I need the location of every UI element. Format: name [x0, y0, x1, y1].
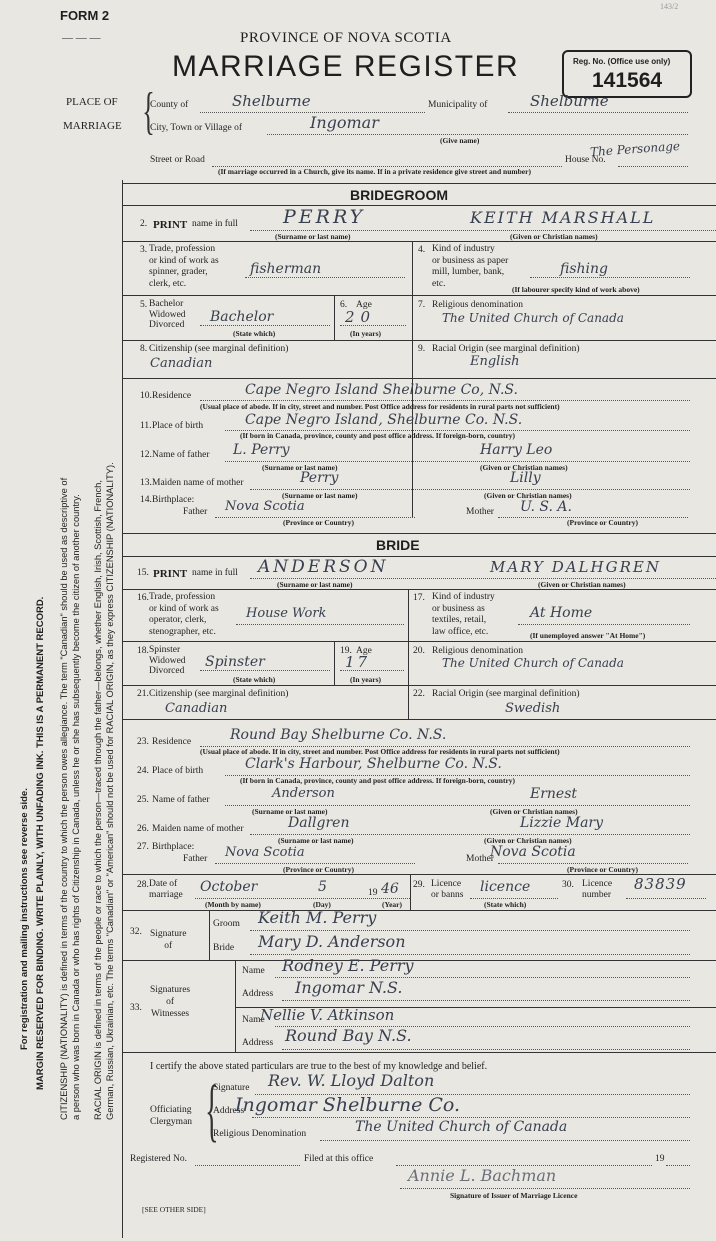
- groom-racial-origin: English: [470, 354, 520, 369]
- margin-citizenship-1: CITIZENSHIP (NATIONALITY) is defined in terms of the country to which the person owes allegiance. The term "Canadian" should be used as descriptive of: [59, 477, 69, 1120]
- groom-surname: PERRY: [283, 206, 366, 228]
- house-label: House No.: [565, 155, 606, 165]
- bride-industry: At Home: [530, 605, 593, 621]
- filed-label: Filed at this office: [304, 1154, 374, 1164]
- bride-status: Spinster: [205, 654, 265, 670]
- bride-heading: BRIDE: [376, 537, 420, 553]
- field-number: 32.: [130, 927, 142, 937]
- marriage-month: October: [200, 879, 258, 895]
- marital-status-label: Bachelor Widowed Divorced: [149, 299, 186, 330]
- bride-residence: Round Bay Shelburne Co. N.S.: [230, 727, 447, 743]
- field-number: 28.: [137, 880, 149, 890]
- residence-label: Residence: [152, 391, 192, 401]
- age-label: Age: [356, 300, 372, 310]
- licence-caption: (State which): [484, 900, 527, 909]
- age-caption: (In years): [350, 675, 382, 684]
- clergy-denomination: The United Church of Canada: [355, 1119, 568, 1135]
- county-label: County of: [150, 100, 189, 110]
- surname-caption: (Surname or last name): [282, 491, 358, 500]
- citizenship-label: Citizenship (see marginal definition): [149, 689, 289, 699]
- bride-citizenship: Canadian: [165, 701, 228, 716]
- witness-address-label: Address: [242, 989, 274, 999]
- groom-birthplace: Cape Negro Island, Shelburne Co. N.S.: [245, 412, 523, 428]
- surname-caption: (Surname or last name): [275, 232, 351, 241]
- country-caption: (Province or Country): [283, 865, 354, 874]
- see-other-side: [SEE OTHER SIDE]: [142, 1205, 206, 1214]
- mother-name-label: Maiden name of mother: [152, 478, 244, 488]
- issuer-signature: Annie L. Bachman: [408, 1166, 557, 1185]
- bride-age: 17: [345, 653, 371, 671]
- field-number: 15.: [137, 568, 149, 578]
- field-number: 18.: [137, 646, 149, 656]
- bride-sig-label: Bride: [213, 943, 235, 953]
- clergy-signature: Rev. W. Lloyd Dalton: [268, 1071, 435, 1090]
- bride-mother-given: Lizzie Mary: [520, 815, 604, 831]
- industry-caption: (If unemployed answer "At Home"): [530, 631, 646, 640]
- bride-father-surname: Anderson: [272, 786, 335, 801]
- margin-binding-notice: MARGIN RESERVED FOR BINDING. WRITE PLAINLY, WITH UNFADING INK. THIS IS A PERMANENT RECORD.: [35, 596, 46, 1090]
- bride-mother-surname: Dallgren: [288, 815, 350, 831]
- licence-number-label: Licence number: [582, 879, 613, 900]
- field-number: 10.: [140, 391, 152, 401]
- racial-origin-label: Racial Origin (see marginal definition): [432, 689, 580, 699]
- licence-or-banns-label: Licence or banns: [431, 879, 464, 900]
- bride-racial-origin: Swedish: [505, 701, 561, 716]
- country-caption: (Province or Country): [283, 518, 354, 527]
- print-label: PRINT: [153, 219, 188, 231]
- groom-residence: Cape Negro Island Shelburne Co, N.S.: [245, 382, 518, 398]
- signature-of-label: Signature of: [150, 929, 187, 951]
- groom-father-surname: L. Perry: [233, 442, 290, 458]
- birthplace-caption: (If born in Canada, province, county and post office address. If foreign-born, country): [240, 431, 516, 440]
- field-number: 7.: [418, 300, 426, 310]
- city-value: Ingomar: [310, 113, 379, 132]
- given-caption: (Given or Christian names): [510, 232, 598, 241]
- residence-caption: (Usual place of abode. If in city, street and number. Post Office address for residents in rural parts not sufficient): [200, 747, 560, 756]
- field-number: 21.: [137, 689, 149, 699]
- field-number: 14.: [140, 495, 152, 505]
- given-caption: (Given or Christian names): [490, 807, 578, 816]
- witnesses-label: Signatures of Witnesses: [150, 985, 191, 1019]
- city-label: City, Town or Village of: [150, 123, 242, 133]
- birthplace-caption: (If born in Canada, province, county and post office address. If foreign-born, country): [240, 776, 516, 785]
- bride-signature: Mary D. Anderson: [258, 932, 406, 951]
- page-title: MARRIAGE REGISTER: [172, 50, 520, 83]
- bride-religion: The United Church of Canada: [442, 656, 624, 670]
- marital-status-label: Spinster Widowed Divorced: [149, 645, 186, 676]
- print-label: PRINT: [153, 568, 188, 580]
- status-caption: (State which): [233, 329, 276, 338]
- field-number: 6.: [340, 300, 348, 310]
- field-number: 12.: [140, 450, 152, 460]
- religion-label: Religious denomination: [432, 646, 524, 656]
- marriage-day: 5: [318, 879, 327, 895]
- groom-mother-birthplace: U. S. A.: [520, 499, 572, 515]
- place-note: (If marriage occurred in a Church, give its name. If in a private residence give street and number): [218, 167, 531, 176]
- groom-mother-surname: Perry: [300, 470, 339, 486]
- denomination-label: Religious Denomination: [213, 1129, 307, 1139]
- clergy-address: Ingomar Shelburne Co.: [235, 1094, 461, 1116]
- field-number: 24.: [137, 766, 149, 776]
- place-of-birth-label: Place of birth: [152, 766, 204, 776]
- bride-given-names: MARY DALHGREN: [490, 558, 661, 576]
- margin-citizenship-2: a person who was born in Canada or who has rights of Citizenship in Canada, unless he or she has subsequently become the citizen of another country.: [71, 494, 81, 1120]
- groom-religion: The United Church of Canada: [442, 311, 624, 325]
- given-caption: (Given or Christian names): [480, 463, 568, 472]
- field-number: 19.: [340, 646, 352, 656]
- groom-father-birthplace: Nova Scotia: [225, 499, 305, 514]
- clergy-label: Officiating Clergyman: [150, 1105, 193, 1127]
- bride-mother-birthplace: Nova Scotia: [490, 844, 576, 860]
- clergy-sig-label: Signature: [213, 1083, 250, 1093]
- place-of-birth-label: Place of birth: [152, 421, 204, 431]
- field-number: 5.: [140, 300, 148, 310]
- year-caption: (Year): [382, 900, 402, 909]
- year-prefix: 19: [368, 888, 378, 898]
- surname-caption: (Surname or last name): [278, 836, 354, 845]
- bride-birthplace: Clark's Harbour, Shelburne Co. N.S.: [245, 756, 502, 772]
- witness-2-name: Nellie V. Atkinson: [260, 1006, 395, 1024]
- field-number: 33.: [130, 1003, 142, 1013]
- witness-name-label: Name: [242, 1015, 265, 1025]
- form-dash: — — —: [62, 32, 101, 44]
- groom-father-given: Harry Leo: [480, 442, 553, 458]
- industry-caption: (If labourer specify kind of work above): [512, 285, 640, 294]
- field-number: 17.: [413, 593, 425, 603]
- clergy-address-label: Address: [213, 1106, 245, 1116]
- place-brace: {: [142, 83, 155, 140]
- certification-statement: I certify the above stated particulars are true to the best of my knowledge and belief.: [150, 1061, 488, 1072]
- country-caption: (Province or Country): [567, 518, 638, 527]
- given-caption: (Given or Christian names): [484, 836, 572, 845]
- field-number: 3.: [140, 245, 148, 255]
- bp-mother-label: Mother: [466, 854, 494, 864]
- field-number: 8.: [140, 344, 148, 354]
- marriage-year: 46: [381, 881, 399, 897]
- given-caption: (Given or Christian names): [484, 491, 572, 500]
- groom-citizenship: Canadian: [150, 356, 213, 371]
- street-label: Street or Road: [150, 155, 205, 165]
- residence-label: Residence: [152, 737, 192, 747]
- marriage-label: MARRIAGE: [63, 120, 122, 132]
- field-number: 9.: [418, 344, 426, 354]
- field-number: 23.: [137, 737, 149, 747]
- name-in-full-label: name in full: [192, 568, 238, 578]
- field-number: 29.: [413, 880, 425, 890]
- corner-note: 143/2: [660, 2, 679, 11]
- margin-instructions: For registration and mailing instructions see reverse side.: [19, 788, 30, 1050]
- licence-number: 83839: [634, 875, 687, 893]
- field-number: 26.: [137, 824, 149, 834]
- witness-1-address: Ingomar N.S.: [295, 978, 403, 997]
- trade-label: Trade, profession or kind of work as operator, clerk, stenographer, etc.: [149, 592, 219, 637]
- bp-father-label: Father: [183, 854, 208, 864]
- groom-age: 20: [345, 308, 377, 326]
- month-caption: (Month by name): [205, 900, 261, 909]
- industry-label: Kind of industry or business as paper mill, lumber, bank, etc.: [432, 244, 509, 289]
- mother-name-label: Maiden name of mother: [152, 824, 244, 834]
- issuer-caption: Signature of Issuer of Marriage Licence: [450, 1191, 578, 1200]
- licence-or-banns: licence: [480, 879, 531, 895]
- municipality-label: Municipality of: [428, 100, 488, 110]
- municipality-value: Shelburne: [530, 92, 609, 110]
- reg-number-box: [562, 50, 692, 98]
- filed-year-label: 19: [655, 1154, 665, 1164]
- clergy-brace: {: [205, 1072, 219, 1149]
- country-caption: (Province or Country): [567, 865, 638, 874]
- groom-status: Bachelor: [210, 309, 274, 325]
- county-value: Shelburne: [232, 92, 311, 110]
- reg-number-label: Reg. No. (Office use only): [573, 57, 671, 66]
- place-of-label: PLACE OF: [66, 96, 118, 108]
- field-number: 11.: [140, 421, 152, 431]
- age-caption: (In years): [350, 329, 382, 338]
- bride-father-given: Ernest: [530, 786, 578, 802]
- citizenship-label: Citizenship (see marginal definition): [149, 344, 289, 354]
- surname-caption: (Surname or last name): [262, 463, 338, 472]
- age-label: Age: [356, 646, 372, 656]
- bp-mother-label: Mother: [466, 507, 494, 517]
- industry-label: Kind of industry or business as textiles, retail, law office, etc.: [432, 592, 495, 637]
- witness-2-address: Round Bay N.S.: [285, 1026, 412, 1045]
- field-number: 16.: [137, 593, 149, 603]
- bridegroom-heading: BRIDEGROOM: [350, 187, 448, 203]
- witness-1-name: Rodney E. Perry: [282, 956, 414, 975]
- field-number: 25.: [137, 795, 149, 805]
- house-value: The Personage: [589, 138, 681, 160]
- father-name-label: Name of father: [152, 795, 210, 805]
- surname-caption: (Surname or last name): [252, 807, 328, 816]
- witness-address-label: Address: [242, 1038, 274, 1048]
- field-number: 13.: [140, 478, 152, 488]
- registered-no-label: Registered No.: [130, 1154, 187, 1164]
- father-name-label: Name of father: [152, 450, 210, 460]
- religion-label: Religious denomination: [432, 300, 524, 310]
- birthplace-label: Birthplace:: [152, 842, 195, 852]
- trade-label: Trade, profession or kind of work as spinner, grader, clerk, etc.: [149, 244, 219, 289]
- field-number: 4.: [418, 245, 426, 255]
- groom-sig-label: Groom: [213, 919, 240, 929]
- groom-trade: fisherman: [250, 261, 322, 277]
- groom-mother-given: Lilly: [510, 470, 541, 486]
- given-caption: (Given or Christian names): [538, 580, 626, 589]
- groom-given-names: KEITH MARSHALL: [470, 208, 656, 227]
- residence-caption: (Usual place of abode. If in city, street and number. Post Office address for residents in rural parts not sufficient): [200, 402, 560, 411]
- field-number: 22.: [413, 689, 425, 699]
- margin-racial-1: RACIAL ORIGIN is defined in terms of the people or race to which the person—traced through the father—belongs, whether English, Irish, Scottish, French,: [93, 480, 103, 1120]
- racial-origin-label: Racial Origin (see marginal definition): [432, 344, 580, 354]
- surname-caption: (Surname or last name): [277, 580, 353, 589]
- day-caption: (Day): [313, 900, 331, 909]
- witness-name-label: Name: [242, 966, 265, 976]
- groom-signature: Keith M. Perry: [258, 908, 377, 927]
- birthplace-label: Birthplace:: [152, 495, 195, 505]
- bride-surname: ANDERSON: [258, 557, 389, 577]
- province-heading: PROVINCE OF NOVA SCOTIA: [240, 30, 452, 46]
- bp-father-label: Father: [183, 507, 208, 517]
- status-caption: (State which): [233, 675, 276, 684]
- field-number: 30.: [562, 880, 574, 890]
- field-number: 20.: [413, 646, 425, 656]
- form-number: FORM 2: [60, 8, 110, 23]
- marriage-date-label: Date of marriage: [149, 879, 183, 900]
- bride-father-birthplace: Nova Scotia: [225, 845, 305, 860]
- groom-industry: fishing: [560, 261, 608, 277]
- bride-trade: House Work: [246, 606, 327, 621]
- give-name-caption: (Give name): [440, 136, 480, 145]
- name-in-full-label: name in full: [192, 219, 238, 229]
- field-number: 2.: [140, 219, 148, 229]
- reg-number: 141564: [592, 69, 663, 92]
- margin-racial-2: German, Russian, Ukrainian, etc. The terms "Canadian" or "American" should not be used for RACIAL ORIGIN, as they express CITIZENSHIP (NATIONALITY).: [105, 462, 115, 1120]
- field-number: 27.: [137, 842, 149, 852]
